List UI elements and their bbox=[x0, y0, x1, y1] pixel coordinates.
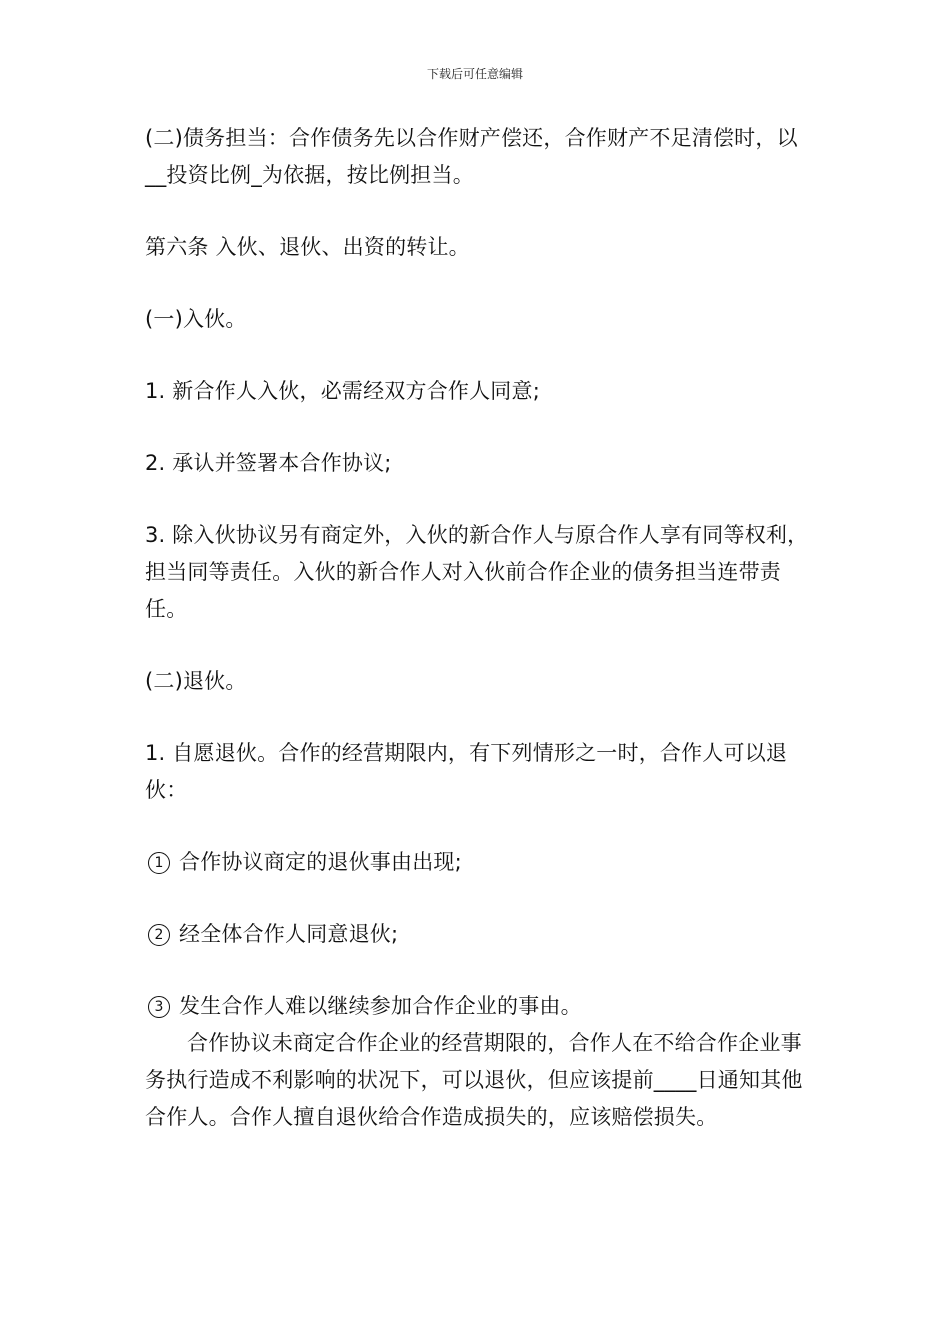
joining-clause-1: 1. 新合作人入伙，必需经双方合作人同意; bbox=[145, 379, 540, 403]
section-joining-heading: (一)入伙。 bbox=[145, 307, 247, 331]
circled-number-icon: 1 bbox=[148, 852, 170, 874]
document-body bbox=[145, 120, 810, 1136]
circled-number-icon: 2 bbox=[148, 924, 170, 946]
list-item-text: 合作协议商定的退伙事由出现; bbox=[179, 850, 462, 874]
section-withdrawal-heading: (二)退伙。 bbox=[145, 669, 247, 693]
paragraph-debt-liability: (二)债务担当：合作债务先以合作财产偿还，合作财产不足清偿时，以__投资比例_为依据，按比例担当。 bbox=[145, 126, 798, 187]
list-item-text: 经全体合作人同意退伙; bbox=[179, 922, 399, 946]
list-item-text: 发生合作人难以继续参加合作企业的事由。 bbox=[179, 994, 582, 1018]
list-item bbox=[145, 916, 810, 953]
page-header: 下载后可任意编辑 bbox=[426, 67, 523, 81]
list-item bbox=[145, 844, 810, 881]
withdrawal-notice-paragraph: 合作协议未商定合作企业的经营期限的，合作人在不给合作企业事务执行造成不利影响的状况下，可以退伙，但应该提前____日通知其他合作人。合作人擅自退伙给合作造成损失的，应该赔偿损失。 bbox=[145, 1031, 803, 1129]
joining-clause-2: 2. 承认并签署本合作协议; bbox=[145, 451, 392, 475]
circled-number-icon: 3 bbox=[148, 996, 170, 1018]
joining-clause-3: 3. 除入伙协议另有商定外，入伙的新合作人与原合作人享有同等权利，担当同等责任。入伙的新合作人对入伙前合作企业的债务担当连带责任。 bbox=[145, 523, 809, 621]
withdrawal-clause-1: 1. 自愿退伙。合作的经营期限内，有下列情形之一时，合作人可以退伙： bbox=[145, 741, 788, 802]
list-item bbox=[145, 988, 810, 1025]
article-six-heading: 第六条 入伙、退伙、出资的转让。 bbox=[145, 235, 470, 259]
